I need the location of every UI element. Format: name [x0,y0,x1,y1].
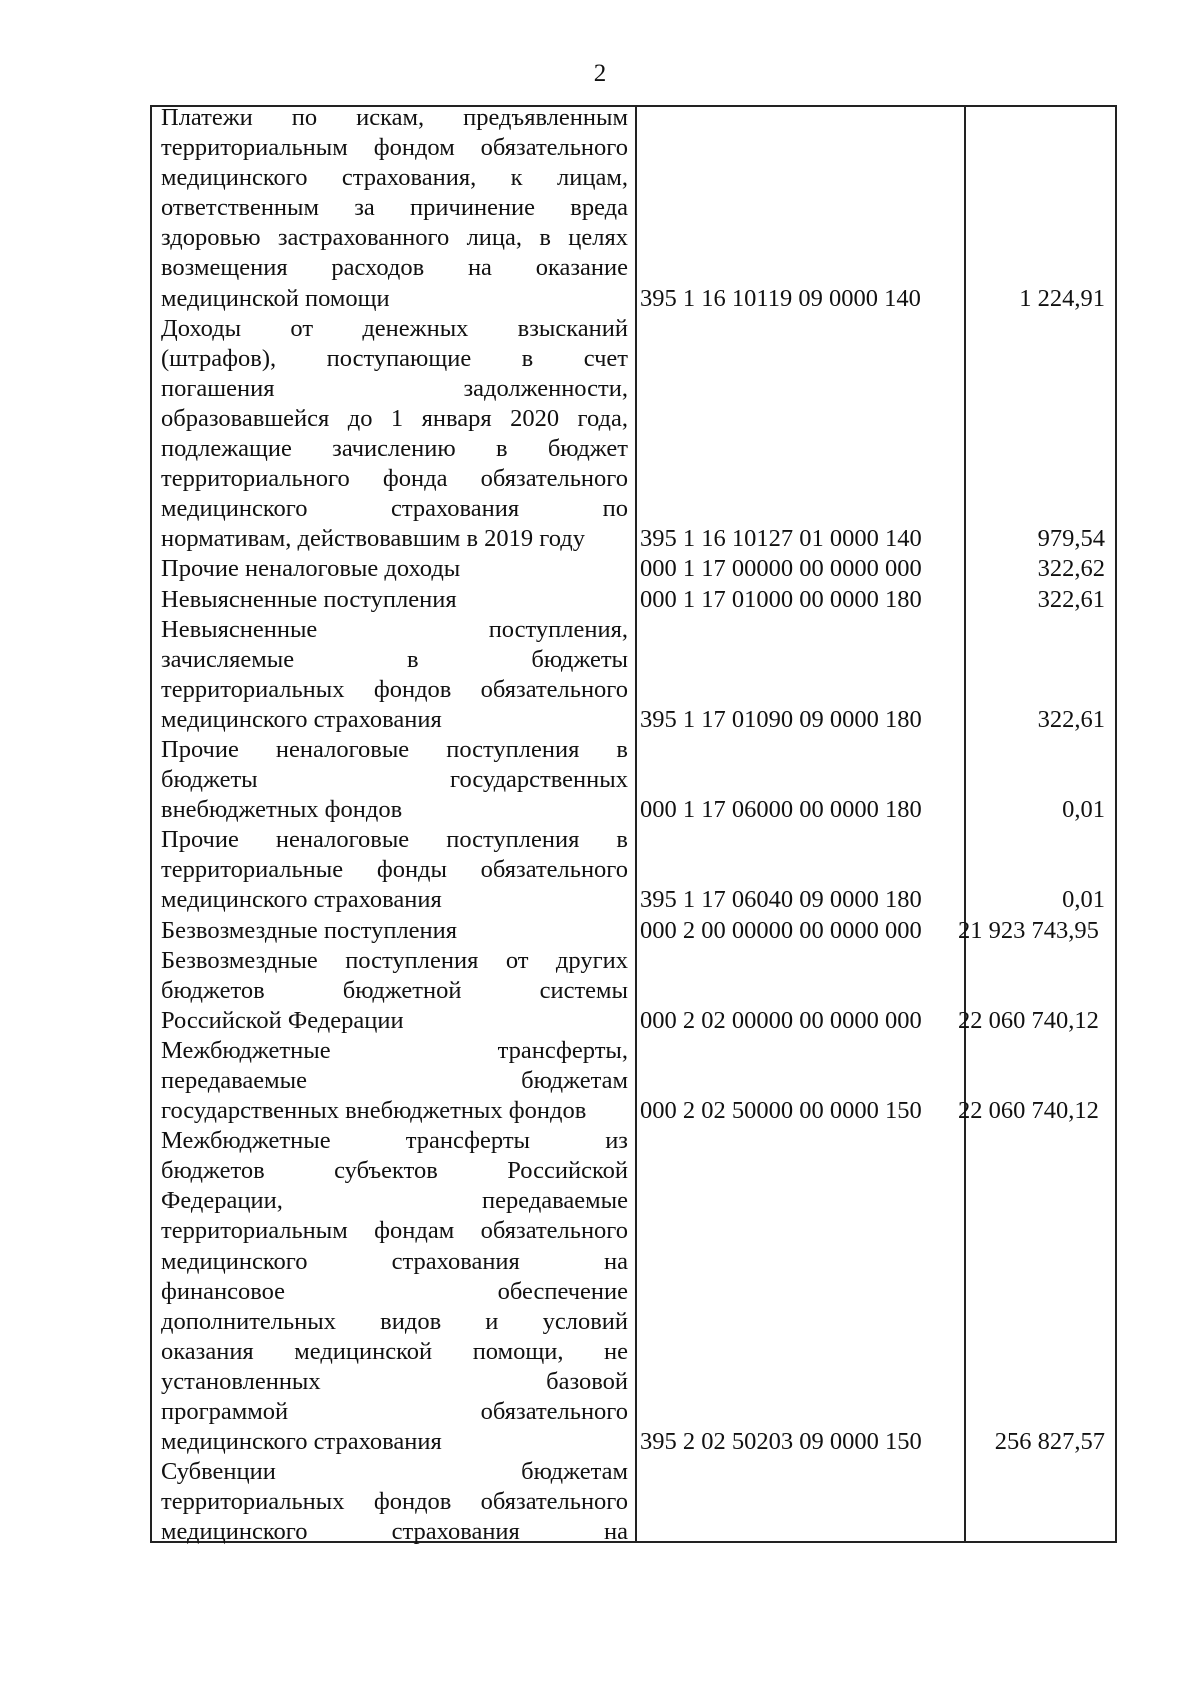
revenue-name-cell [150,1457,628,1547]
amount-cell: 0,01 [1062,796,1105,824]
revenue-name-cell [150,1126,628,1457]
revenue-name-line: Доходы от денежных взысканий [161,314,628,342]
revenue-name-line: подлежащие зачислению в бюджет [161,435,628,463]
revenue-name-line: медицинского страхования на [161,1247,628,1275]
revenue-name-line: Федерации, передаваемые [161,1187,628,1215]
revenue-name-line: финансовое обеспечение [161,1277,628,1305]
revenue-name-line: ответственным за причинение вреда [161,194,628,222]
revenue-name-line: Прочие неналоговые поступления в [161,735,628,763]
budget-code-cell: 395 1 17 06040 09 0000 180 [640,886,922,914]
revenue-name-line: программой обязательного [161,1398,628,1426]
revenue-name-line: нормативам, действовавшим в 2019 году [161,525,586,553]
amount-cell: 21 923 743,95 [958,916,1099,944]
amount-cell: 0,01 [1062,886,1105,914]
revenue-name-line: территориальных фондов обязательного [161,675,628,703]
revenue-name-line: бюджетов субъектов Российской [161,1157,628,1185]
table-row [150,916,1117,946]
table-row [150,103,1117,314]
revenue-name-line: Безвозмездные поступления [161,916,458,944]
revenue-name-cell [150,735,628,825]
revenue-name-line: Субвенции бюджетам [161,1458,628,1486]
budget-code-cell: 000 1 17 06000 00 0000 180 [640,796,922,824]
table-row [150,615,1117,735]
budget-code-cell: 000 1 17 00000 00 0000 000 [640,555,922,583]
revenue-name-line: медицинской помощи [161,284,390,312]
revenue-name-cell [150,314,628,555]
budget-code-cell: 395 1 16 10119 09 0000 140 [640,284,921,312]
page-number: 2 [593,60,607,87]
revenue-name-line: Межбюджетные трансферты из [161,1127,628,1155]
budget-code-cell: 395 2 02 50203 09 0000 150 [640,1428,922,1456]
revenue-name-line: Платежи по искам, предъявленным [161,104,628,131]
revenue-name-line: территориальным фондам обязательного [161,1217,628,1245]
amount-cell: 322,61 [1037,585,1105,613]
table-row [150,825,1117,915]
budget-code-cell: 000 2 02 00000 00 0000 000 [640,1006,922,1034]
revenue-name-cell [150,554,628,584]
revenue-name-line: Прочие неналоговые доходы [161,555,461,583]
revenue-name-cell [150,946,628,1036]
table-row [150,735,1117,825]
revenue-name-line: бюджеты государственных [161,766,628,794]
revenue-name-line: медицинского страхования, к лицам, [161,164,628,192]
revenue-name-line: территориальные фонды обязательного [161,856,628,884]
revenue-name-line: оказания медицинской помощи, не [161,1337,628,1365]
table-row [150,314,1117,555]
revenue-table [150,103,1117,1548]
budget-code-cell: 395 1 16 10127 01 0000 140 [640,525,922,553]
revenue-name-line: медицинского страхования [161,886,442,914]
budget-code-cell: 395 1 17 01090 09 0000 180 [640,705,922,733]
budget-code-cell: 000 2 00 00000 00 0000 000 [640,916,922,944]
revenue-name-line: зачисляемые в бюджеты [161,645,628,673]
revenue-name-cell [150,585,628,615]
table-row [150,1036,1117,1126]
revenue-name-line: здоровью застрахованного лица, в целях [161,224,628,252]
revenue-name-line: погашения задолженности, [161,374,628,402]
revenue-name-line: (штрафов), поступающие в счет [161,344,628,372]
revenue-name-cell [150,1036,628,1126]
revenue-name-line: Российской Федерации [161,1006,404,1034]
revenue-name-line: возмещения расходов на оказание [161,254,628,282]
revenue-name-line: Межбюджетные трансферты, [161,1036,628,1064]
table-row [150,554,1117,584]
revenue-name-line: бюджетов бюджетной системы [161,976,628,1004]
table-row [150,585,1117,615]
revenue-name-line: дополнительных видов и условий [161,1307,628,1335]
amount-cell: 22 060 740,12 [958,1097,1099,1125]
revenue-name-cell [150,916,628,946]
amount-cell: 322,62 [1037,555,1105,583]
revenue-name-line: Невыясненные поступления, [161,615,628,643]
table-row [150,1457,1117,1547]
revenue-name-line: территориальных фондов обязательного [161,1488,628,1516]
revenue-name-line: территориального фонда обязательного [161,465,628,493]
revenue-name-line: установленных базовой [161,1367,628,1395]
revenue-name-line: Прочие неналоговые поступления в [161,826,628,854]
budget-code-cell: 000 1 17 01000 00 0000 180 [640,585,922,613]
revenue-name-line: передаваемые бюджетам [161,1067,628,1094]
revenue-name-line: образовавшейся до 1 января 2020 года, [161,404,628,432]
revenue-name-cell [150,615,628,735]
revenue-name-cell [150,825,628,915]
revenue-name-cell [150,103,628,314]
budget-code-cell: 000 2 02 50000 00 0000 150 [640,1097,922,1125]
amount-cell: 256 827,57 [994,1428,1105,1456]
table-row [150,946,1117,1036]
revenue-name-line: медицинского страхования [161,705,442,733]
revenue-name-line: медицинского страхования [161,1428,442,1456]
amount-cell: 1 224,91 [1019,284,1105,312]
revenue-name-line: медицинского страхования по [161,495,628,523]
amount-cell: 322,61 [1037,705,1105,733]
revenue-name-line: Невыясненные поступления [161,585,457,613]
revenue-name-line: территориальным фондом обязательного [161,134,628,162]
revenue-name-line: внебюджетных фондов [161,796,403,824]
revenue-name-line: медицинского страхования на [161,1518,628,1546]
revenue-name-line: Безвозмездные поступления от других [161,946,628,974]
revenue-name-line: государственных внебюджетных фондов [161,1097,587,1125]
table-row [150,1126,1117,1457]
amount-cell: 22 060 740,12 [958,1006,1099,1034]
amount-cell: 979,54 [1037,525,1105,553]
